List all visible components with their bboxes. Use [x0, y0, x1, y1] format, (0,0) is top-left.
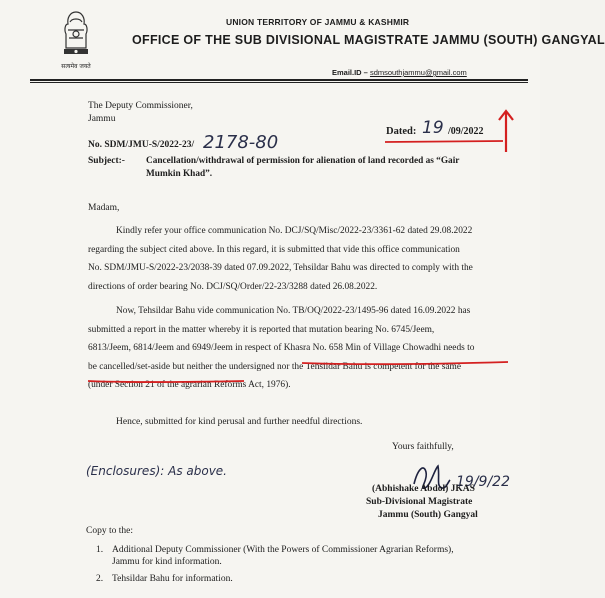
paragraph-2-line-2: submitted a report in the matter whereby it is reported that mutation bearing No. 6745/Jeem, [88, 324, 435, 335]
signatory-office: Jammu (South) Gangyal [378, 510, 478, 520]
header-divider [30, 79, 528, 81]
red-arrow-annotation [494, 108, 520, 154]
addressee-line-1: The Deputy Commissioner, [88, 101, 193, 111]
closing: Yours faithfully, [392, 442, 454, 452]
date-rest: /09/2022 [448, 126, 484, 137]
copy-to-item-2-line-1: Tehsildar Bahu for information. [112, 574, 233, 584]
paragraph-1-line-4: directions of order bearing No. DCJ/SQ/Order/22-23/3288 dated 26.08.2022. [88, 281, 378, 292]
emblem-caption: सत्यमेव जयते [61, 63, 91, 70]
addressee-line-2: Jammu [88, 114, 116, 124]
salutation: Madam, [88, 203, 120, 213]
email-label: Email.ID – [332, 68, 368, 77]
subject-line-1: Cancellation/withdrawal of permission for alienation of land recorded as “Gair [146, 156, 460, 166]
copy-to-item-1-line-2: Jammu for kind information. [112, 557, 222, 567]
copy-to-item-1-number: 1. [96, 545, 104, 555]
email-line [332, 68, 467, 77]
subject-line-2: Mumkin Khad”. [146, 169, 213, 179]
paragraph-1 [88, 222, 503, 296]
copy-to-item-2-number: 2. [96, 574, 104, 584]
copy-to-label: Copy to the: [86, 526, 133, 536]
paragraph-2-line-4: be cancelled/set-aside but neither the undersigned nor the Tehsildar Bahu is competent for the same [88, 361, 462, 372]
paragraph-1-line-1: Kindly refer your office communication No. DCJ/SQ/Misc/2022-23/3361-62 dated 29.08.2022 [116, 226, 473, 236]
union-territory-heading: UNION TERRITORY OF JAMMU & KASHMIR [226, 17, 410, 27]
cancelled-underline-annotation [86, 378, 246, 386]
signatory-name: (Abhishake Abdol) JKAS [372, 484, 475, 494]
header-divider-thin [30, 82, 528, 83]
signatory-designation: Sub-Divisional Magistrate [366, 497, 473, 507]
copy-to-item-1-line-1: Additional Deputy Commissioner (With the Powers of Commissioner Agrarian Reforms), [112, 545, 454, 555]
handwritten-date-day: 19 [422, 118, 444, 138]
date-underline-annotation [383, 138, 505, 146]
email-address: sdmsouthjammu@gmail.com [369, 68, 467, 77]
date-label: Dated: [386, 126, 417, 137]
paragraph-1-line-3: No. SDM/JMU-S/2022-23/2038-39 dated 07.09.2022, Tehsildar Bahu was directed to comply with the [88, 263, 473, 273]
office-heading: OFFICE OF THE SUB DIVISIONAL MAGISTRATE JAMMU (SOUTH) GANGYAL [132, 33, 605, 47]
paragraph-1-line-2: regarding the subject cited above. In this regard, it is submitted that vide this office communication [88, 244, 460, 255]
handwritten-ref-number: 2178-80 [203, 132, 279, 153]
reference-number: No. SDM/JMU-S/2022-23/ [88, 140, 195, 150]
paragraph-2-line-5: (under Section 21 of the agrarian Reforms Act, 1976). [88, 380, 291, 390]
national-emblem-icon [56, 8, 96, 76]
paragraph-3: Hence, submitted for kind perusal and further needful directions. [116, 417, 363, 427]
khasra-underline-annotation [300, 360, 510, 368]
handwritten-enclosures: (Enclosures): As above. [86, 464, 227, 478]
paragraph-2-line-3: 6813/Jeem, 6814/Jeem and 6949/Jeem in respect of Khasra No. 658 Min of Village Chowadhi needs to [88, 343, 475, 353]
paragraph-2-line-1: Now, Tehsildar Bahu vide communication No. TB/OQ/2022-23/1495-96 dated 16.09.2022 has [116, 306, 471, 316]
handwritten-signature-date: 19/9/22 [456, 474, 510, 490]
subject-label: Subject:- [88, 156, 125, 166]
